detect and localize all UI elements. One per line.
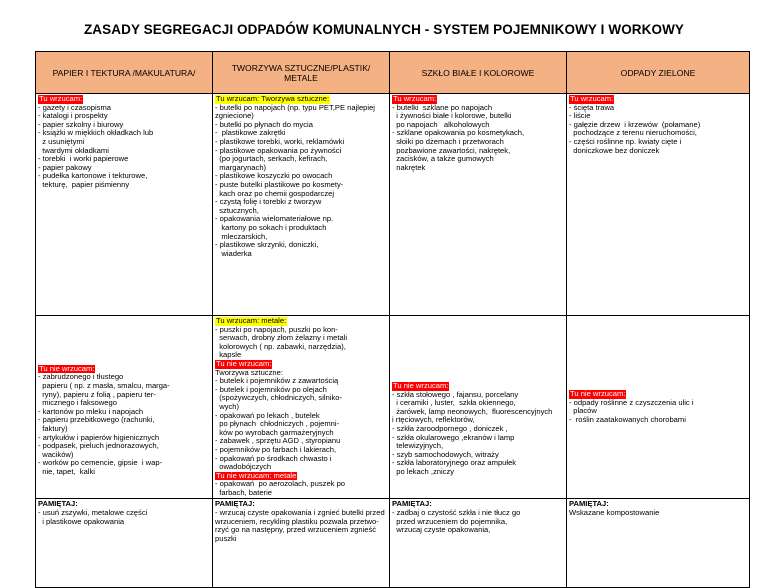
- list-line: - puste butelki plastikowe po kosmety-: [215, 179, 344, 189]
- list-line: kach oraz po chemii gospodarczej: [215, 188, 335, 198]
- list-line: - opakowań po środkach chwasto i: [215, 453, 332, 463]
- glass-forbidden-cell: [390, 316, 567, 499]
- metal-allowed-list: [215, 326, 387, 360]
- list-line: żarówek, lamp neonowych, fluorescencyjnych: [392, 406, 553, 416]
- header-row: [36, 52, 750, 94]
- green-allowed-cell: [567, 94, 750, 316]
- list-line: i żywności białe i kolorowe, butelki: [392, 111, 512, 121]
- list-line: i rtęciowych, reflektorów,: [392, 415, 475, 425]
- list-line: słoiki po dżemach i przetworach: [392, 136, 504, 146]
- plastic-remember-list: [215, 509, 387, 543]
- list-line: wrzucaj czyste opakowania,: [392, 525, 491, 535]
- list-line: - plastikowe koszyczki po owocach: [215, 171, 333, 181]
- list-line: - wrzucaj czyste opakowania i zgnieć butelki przed: [215, 508, 385, 518]
- list-line: nakrętek: [392, 162, 426, 172]
- paper-remember-cell: [36, 499, 213, 588]
- green-remember-list: [569, 509, 747, 518]
- forbidden-label: Tu nie wrzucam:: [393, 380, 449, 390]
- remember-label: PAMIĘTAJ:: [392, 499, 432, 509]
- list-line: - papier pakowy: [38, 162, 92, 172]
- list-line: farbach, baterie: [215, 487, 272, 497]
- green-forbidden-cell: [567, 316, 750, 499]
- list-line: telewizyjnych,: [392, 441, 444, 451]
- list-line: faktury): [38, 423, 68, 433]
- header-plastic: TWORZYWA SZTUCZNE/PLASTIK/ METALE: [213, 52, 390, 94]
- list-line: papieru ( np. z masła, smalcu, marga-: [38, 380, 170, 390]
- paper-remember-list: [38, 509, 210, 526]
- glass-forbidden-list: [392, 391, 564, 477]
- list-line: ryny), papieru z folią , papieru ter-: [38, 389, 156, 399]
- remember-row: [36, 499, 750, 588]
- list-line: - szklane opakowania po kosmetykach,: [392, 128, 525, 138]
- list-line: - zabawek , sprzętu AGD , styropianu: [215, 436, 341, 446]
- glass-allowed-list: [392, 104, 564, 173]
- list-line: - szkła okularowego ,ekranów i lamp: [392, 432, 515, 442]
- list-line: - odpady roślinne z czyszczenia ulic i: [569, 397, 694, 407]
- allowed-label: Tu wrzucam:: [393, 94, 437, 103]
- header-glass: SZKŁO BIAŁE I KOLOROWE: [390, 52, 567, 94]
- allowed-label: Tu wrzucam:: [39, 94, 83, 103]
- forbidden-label: Tu nie wrzucam:: [39, 363, 95, 373]
- list-line: (spożywczych, chłodniczych, silniko-: [215, 393, 343, 403]
- list-line: - butelki po płynach do mycia: [215, 119, 313, 129]
- allowed-label: Tu wrzucam:: [570, 94, 614, 103]
- list-line: - artykułów i papierów higienicznych: [38, 432, 160, 442]
- list-line: - podpasek, pieluch jednorazowych,: [38, 441, 159, 451]
- list-line: - czystą folię i torebki z tworzyw: [215, 197, 322, 207]
- list-line: nie, tapet, kalki: [38, 466, 95, 476]
- list-line: rzyć go na następny, przed wrzuceniem zgnieść: [215, 525, 377, 535]
- list-line: - zabrudzonego i tłustego: [38, 372, 124, 382]
- glass-remember-cell: [390, 499, 567, 588]
- list-line: wych): [215, 401, 240, 411]
- green-remember-cell: [567, 499, 750, 588]
- remember-label: PAMIĘTAJ:: [569, 499, 609, 509]
- list-line: - szkła żaroodpornego , doniczek ,: [392, 423, 508, 433]
- list-line: - papieru przebitkowego (rachunki,: [38, 415, 155, 425]
- list-line: puszki: [215, 533, 237, 543]
- list-line: micznego i faksowego: [38, 398, 117, 408]
- list-line: - butelek i pojemników po olejach: [215, 384, 327, 394]
- plastic-forbidden-cell: [213, 316, 390, 499]
- list-line: - worków po cemencie, gipsie i wap-: [38, 458, 163, 468]
- paper-forbidden-cell: [36, 316, 213, 499]
- green-allowed-list: [569, 104, 747, 156]
- remember-label: PAMIĘTAJ:: [38, 499, 78, 509]
- list-line: placów: [569, 406, 597, 416]
- header-paper: PAPIER I TEKTURA /MAKULATURA/: [36, 52, 213, 94]
- list-line: - książki w miękkich okładkach lub: [38, 128, 154, 138]
- glass-remember-list: [392, 509, 564, 535]
- list-line: - opakowań po lekach , butelek: [215, 410, 320, 420]
- paper-forbidden-list: [38, 373, 210, 476]
- list-line: - roślin zaatakowanych chorobami: [569, 414, 686, 424]
- segregation-table: [35, 51, 750, 588]
- list-line: - usuń zszywki, metalowe części: [38, 508, 148, 518]
- list-line: - butelki szklane po napojach: [392, 102, 493, 112]
- plastic-remember-cell: [213, 499, 390, 588]
- list-line: - części roślinne np. kwiaty cięte i: [569, 136, 682, 146]
- list-line: kartony po sokach i produktach: [215, 222, 327, 232]
- forbidden-row: [36, 316, 750, 499]
- list-line: - liście: [569, 111, 591, 121]
- list-line: i ceramiki , luster, szkła okiennego,: [392, 398, 516, 408]
- green-forbidden-list: [569, 399, 747, 425]
- list-line: kapsle: [215, 350, 242, 360]
- list-line: Wskazane kompostowanie: [569, 508, 660, 518]
- list-line: pozbawione zawartości, nakrętek,: [392, 145, 511, 155]
- list-line: twardymi okładkami: [38, 145, 109, 155]
- metal-allowed-label: Tu wrzucam: metale:: [216, 316, 287, 325]
- list-line: po napojach alkoholowych: [392, 119, 490, 129]
- glass-allowed-cell: [390, 94, 567, 316]
- paper-allowed-list: [38, 104, 210, 190]
- metal-forbidden-label: Tu nie wrzucam: metale: [216, 470, 297, 480]
- metal-forbidden-list: [215, 480, 387, 497]
- plastic-allowed-list: [215, 104, 387, 259]
- list-line: - plastikowe torebki, worki, reklamówki: [215, 136, 345, 146]
- allowed-row: [36, 94, 750, 316]
- list-line: zacisków, a także gumowych: [392, 154, 494, 164]
- list-line: - torebki i worki papierowe: [38, 154, 129, 164]
- list-line: - zadbaj o czystość szkła i nie tłucz go: [392, 508, 521, 518]
- list-line: - szyb samochodowych, witraży: [392, 449, 499, 459]
- remember-label: PAMIĘTAJ:: [215, 499, 255, 509]
- list-line: wrzuceniem, recykling plastiku pozwala przetwo-: [215, 516, 379, 526]
- list-line: - plastikowe opakowania po żywności: [215, 145, 342, 155]
- list-line: i plastikowe opakowania: [38, 516, 125, 526]
- list-line: - opakowania wielomateriałowe np.: [215, 214, 334, 224]
- list-line: - szkła stołowego , fajansu, porcelany: [392, 389, 519, 399]
- list-line: - gazety i czasopisma: [38, 102, 112, 112]
- list-line: - plastikowe zakrętki: [215, 128, 286, 138]
- list-line: (po jogurtach, serkach, kefirach,: [215, 154, 328, 164]
- list-line: - szkła laboratoryjnego oraz ampułek: [392, 458, 517, 468]
- list-line: serwach, drobny złom żelazny i metali: [215, 333, 348, 343]
- list-line: owadobójczych: [215, 462, 272, 472]
- list-line: - papier szkolny i biurowy: [38, 119, 124, 129]
- list-line: margarynach): [215, 162, 267, 172]
- list-line: - butelki po napojach (np. typu PET,PE najlepiej: [215, 102, 375, 112]
- list-line: - kartonów po mleku i napojach: [38, 406, 144, 416]
- list-line: - ścięta trawa: [569, 102, 615, 112]
- page-title: ZASADY SEGREGACJI ODPADÓW KOMUNALNYCH - SYSTEM POJEMNIKOWY I WORKOWY: [83, 22, 685, 37]
- list-line: - butelek i pojemników z zawartością: [215, 376, 339, 386]
- list-line: - gałęzie drzew i krzewów (połamane): [569, 119, 701, 129]
- plastic-forbidden-list: [215, 377, 387, 472]
- header-green: ODPADY ZIELONE: [567, 52, 750, 94]
- list-line: pochodzące z terenu nieruchomości,: [569, 128, 697, 138]
- list-line: zgniecione): [215, 111, 254, 121]
- list-line: ków po wyrobach garmażeryjnych: [215, 427, 334, 437]
- forbidden-label: Tu nie wrzucam:: [570, 389, 626, 399]
- list-line: doniczkowe bez doniczek: [569, 145, 660, 155]
- list-line: sztucznych,: [215, 205, 259, 215]
- list-line: mleczarskich,: [215, 231, 268, 241]
- list-line: - opakowań po aerozolach, puszek po: [215, 479, 346, 489]
- list-line: wiaderka: [215, 248, 252, 258]
- plastic-allowed-label: Tu wrzucam: Tworzywa sztuczne:: [216, 94, 330, 103]
- list-line: - pojemników po farbach i lakierach,: [215, 444, 337, 454]
- list-line: przed wrzuceniem do pojemnika,: [392, 516, 508, 526]
- forbidden-label: Tu nie wrzucam:: [216, 358, 272, 368]
- list-line: tekturę, papier piśmienny: [38, 179, 130, 189]
- list-line: - puszki po napojach, puszki po kon-: [215, 324, 338, 334]
- paper-allowed-cell: [36, 94, 213, 316]
- plastic-forbidden-sub: Tworzywa sztuczne:: [215, 367, 283, 377]
- list-line: kolorowych ( np. zabawki, narzędzia),: [215, 341, 346, 351]
- list-line: - pudełka kartonowe i tekturowe,: [38, 171, 148, 181]
- list-line: wacików): [38, 449, 74, 459]
- list-line: z usuniętymi: [38, 136, 85, 146]
- list-line: po płynach chłodniczych , pojemni-: [215, 419, 340, 429]
- list-line: po lekach ,zniczy: [392, 466, 455, 476]
- list-line: - plastikowe skrzynki, doniczki,: [215, 240, 319, 250]
- list-line: - katalogi i prospekty: [38, 111, 108, 121]
- plastic-allowed-cell: [213, 94, 390, 316]
